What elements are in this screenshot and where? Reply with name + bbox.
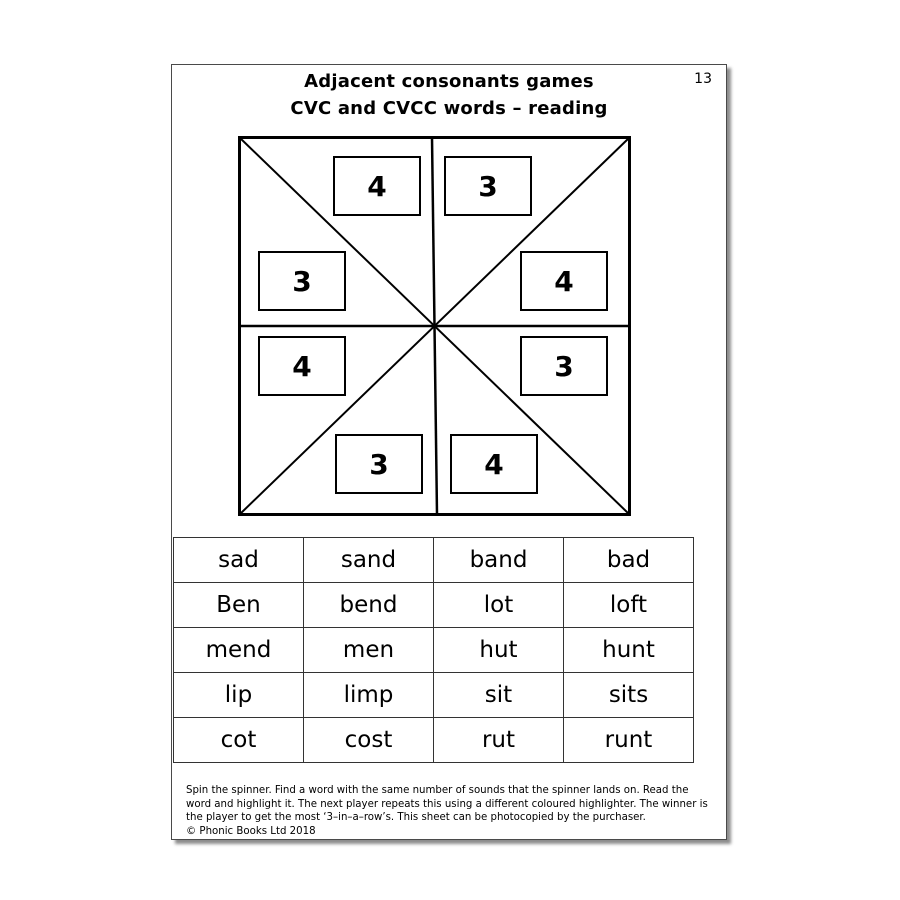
table-row bbox=[174, 538, 694, 583]
spinner-segment-number: 4 bbox=[520, 251, 608, 311]
word-cell[interactable]: limp bbox=[304, 673, 434, 718]
spinner-lines bbox=[238, 136, 631, 516]
word-grid bbox=[173, 537, 694, 763]
word-cell[interactable]: sand bbox=[304, 538, 434, 583]
spinner-segment-number: 3 bbox=[520, 336, 608, 396]
copyright-notice: © Phonic Books Ltd 2018 bbox=[186, 825, 316, 837]
word-cell[interactable]: mend bbox=[174, 628, 304, 673]
word-cell[interactable]: men bbox=[304, 628, 434, 673]
instructions-text: Spin the spinner. Find a word with the same number of sounds that the spinner lands on. Read the word and highlight it. The next player repeats this using a different coloured highlighter. The winner is the player to get the most ‘3–in–a–row’s. This sheet can be photocopied by the purchaser. bbox=[186, 785, 708, 823]
table-row bbox=[174, 718, 694, 763]
page-number: 13 bbox=[694, 71, 712, 87]
table-row bbox=[174, 673, 694, 718]
word-cell[interactable]: bad bbox=[564, 538, 694, 583]
page-title: Adjacent consonants games bbox=[304, 71, 594, 92]
word-cell[interactable]: cot bbox=[174, 718, 304, 763]
word-cell[interactable]: lip bbox=[174, 673, 304, 718]
spinner-segment-number: 4 bbox=[450, 434, 538, 494]
table-row bbox=[174, 628, 694, 673]
word-cell[interactable]: cost bbox=[304, 718, 434, 763]
word-cell[interactable]: rut bbox=[434, 718, 564, 763]
word-cell[interactable]: Ben bbox=[174, 583, 304, 628]
spinner-segment-number: 3 bbox=[258, 251, 346, 311]
word-cell[interactable]: band bbox=[434, 538, 564, 583]
spinner-segment-number: 4 bbox=[333, 156, 421, 216]
instructions-block bbox=[186, 784, 716, 838]
worksheet-page bbox=[171, 64, 727, 840]
word-cell[interactable]: hunt bbox=[564, 628, 694, 673]
word-cell[interactable]: sad bbox=[174, 538, 304, 583]
word-cell[interactable]: hut bbox=[434, 628, 564, 673]
word-cell[interactable]: sit bbox=[434, 673, 564, 718]
spinner[interactable] bbox=[238, 136, 631, 516]
spinner-segment-number: 3 bbox=[444, 156, 532, 216]
page-subtitle: CVC and CVCC words – reading bbox=[290, 98, 608, 119]
word-cell[interactable]: runt bbox=[564, 718, 694, 763]
word-cell[interactable]: loft bbox=[564, 583, 694, 628]
spinner-segment-number: 3 bbox=[335, 434, 423, 494]
word-cell[interactable]: sits bbox=[564, 673, 694, 718]
table-row bbox=[174, 583, 694, 628]
spinner-segment-number: 4 bbox=[258, 336, 346, 396]
word-cell[interactable]: bend bbox=[304, 583, 434, 628]
word-cell[interactable]: lot bbox=[434, 583, 564, 628]
